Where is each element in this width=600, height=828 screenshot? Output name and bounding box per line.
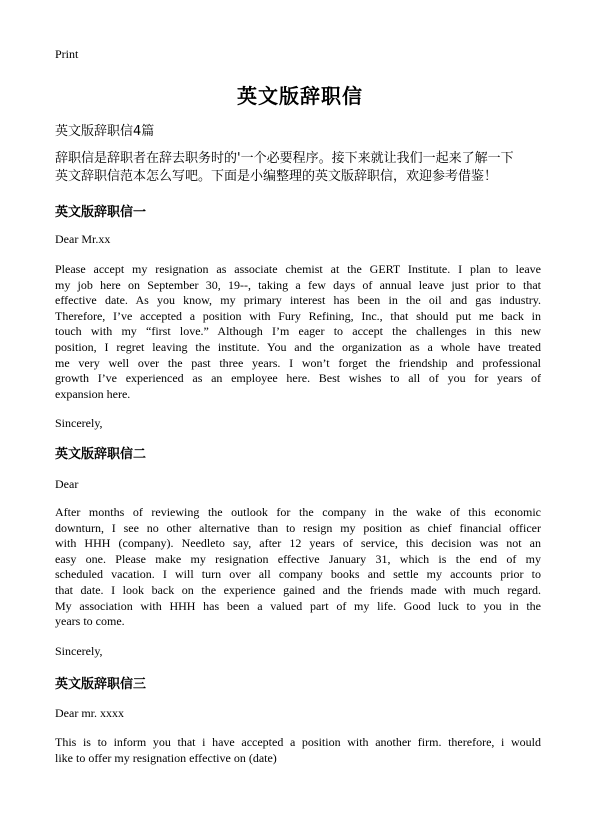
body-line: that date. I look back on the experience gained and the friends made with much regard. [55, 582, 541, 597]
body-line: position, I regret leaving the institute. You and the organization as a whole have treated [55, 339, 541, 354]
letter-2-closing: Sincerely, [55, 644, 103, 658]
page-subtitle: 英文版辞职信4篇 [55, 124, 155, 139]
body-line: years to come. [55, 614, 125, 629]
body-line: downturn, I see no other alternative than to resign my position as chief financial officer [55, 520, 541, 535]
intro-paragraph [55, 150, 545, 186]
body-line: My association with HHH has been a valued part of my life. Good luck to you in the [55, 598, 541, 613]
letter-1-salutation: Dear Mr.xx [55, 232, 111, 246]
letter-1-closing: Sincerely, [55, 416, 103, 430]
body-line: After months of reviewing the outlook for the company in the wake of this economic [55, 505, 541, 519]
print-link[interactable]: Print [55, 47, 79, 61]
body-line: me very well over the past three years. I won’t forget the friendship and professional [55, 355, 541, 370]
letter-3-salutation: Dear mr. xxxx [55, 706, 124, 720]
body-line: scheduled vacation. I will turn over all company books and settle my accounts prior to [55, 567, 541, 582]
letter-2-salutation: Dear [55, 477, 79, 491]
letter-1-heading: 英文版辞职信一 [55, 205, 147, 220]
body-line: Therefore, I’ve accepted a position with Fury Refining, Inc., that should put me back in [55, 308, 541, 323]
intro-line: 辞职信是辞职者在辞去职务时的'一个必要程序。接下来就让我们一起来了解一下 [55, 151, 514, 166]
letter-3-body [55, 735, 541, 766]
body-line: Please accept my resignation as associate chemist at the GERT Institute. I plan to leave [55, 262, 541, 276]
body-line: This is to inform you that i have accepted a position with another firm. therefore, i would [55, 735, 541, 749]
body-line: touch with my “first love.” Although I’m eager to accept the challenges in this new [55, 324, 541, 339]
body-line: with HHH (company). Needleto say, after 12 years of service, this decision was not an [55, 536, 541, 551]
body-line: expansion here. [55, 386, 131, 401]
page-title: 英文版辞职信 [237, 84, 363, 108]
body-line: effective date. As you know, my primary interest has been in the oil and gas industry. [55, 293, 541, 308]
body-line: my job here on September 30, 19--, taking a few days of annual leave just prior to that [55, 277, 541, 292]
body-line: growth I’ve experienced as an employee here. Best wishes to all of you for years of [55, 371, 541, 386]
body-line: like to offer my resignation effective on (date) [55, 750, 277, 765]
letter-1-body [55, 262, 541, 402]
body-line: easy one. Please make my resignation effective January 31, which is the end of my [55, 551, 541, 566]
letter-2-body [55, 505, 541, 630]
letter-3-heading: 英文版辞职信三 [55, 677, 147, 692]
letter-2-heading: 英文版辞职信二 [55, 447, 147, 462]
intro-line: 英文辞职信范本怎么写吧。下面是小编整理的英文版辞职信，欢迎参考借鉴！ [55, 169, 498, 184]
